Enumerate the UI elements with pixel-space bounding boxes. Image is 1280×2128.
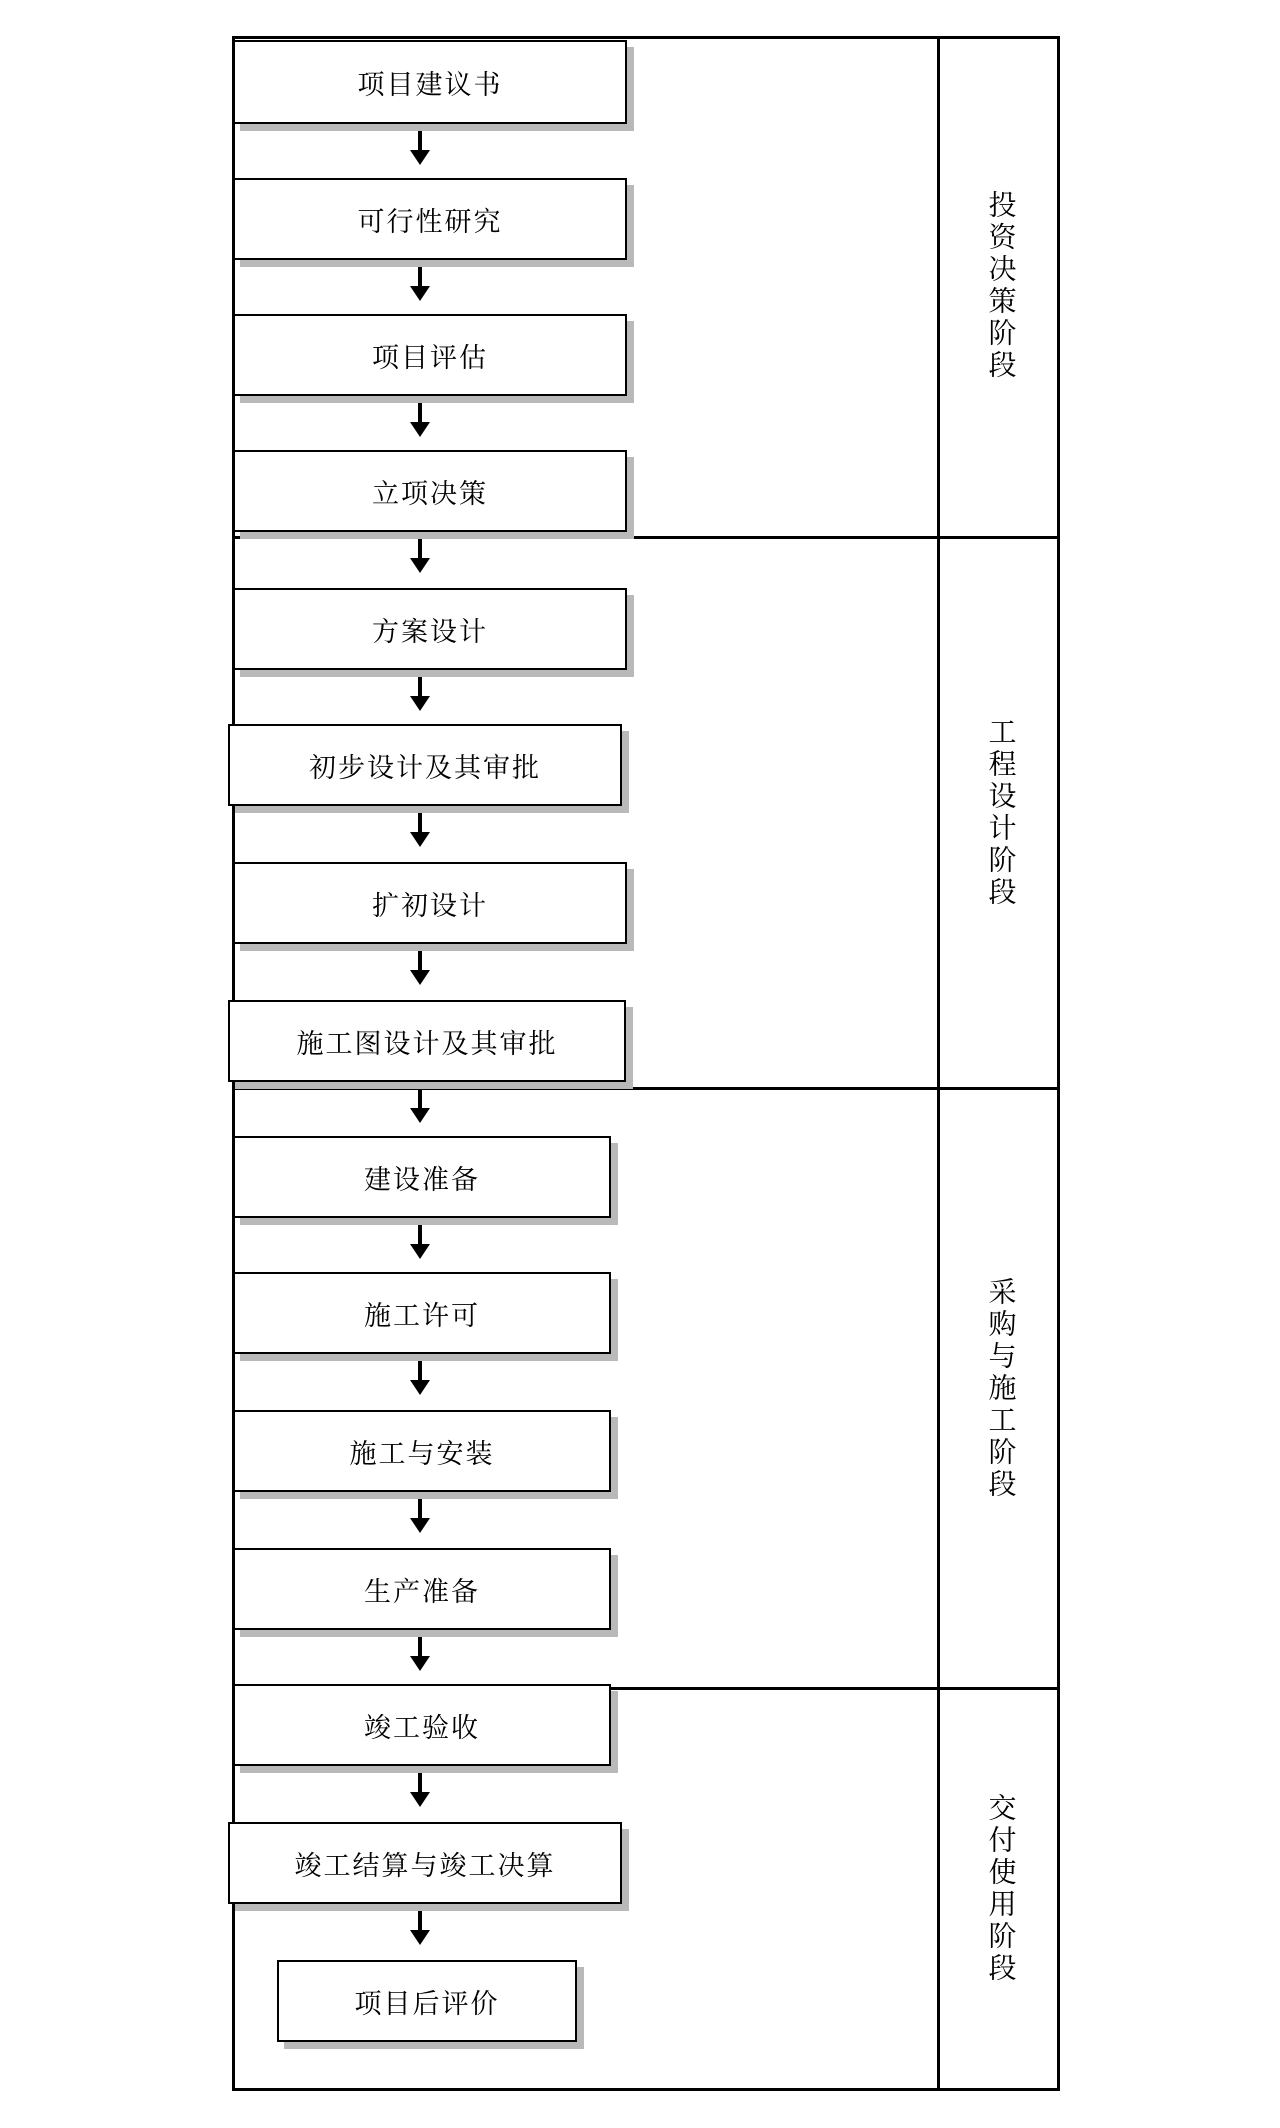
- stage-separator-1: [232, 536, 1060, 539]
- connector-arrow-6: [418, 806, 422, 834]
- stage-cell-delivery-use: [940, 1690, 1060, 2088]
- process-node-label: 项目评估: [372, 342, 488, 373]
- connector-arrow-4: [418, 532, 422, 560]
- connector-arrow-1: [418, 124, 422, 152]
- connector-arrow-14: [418, 1904, 422, 1932]
- connector-arrow-5: [418, 670, 422, 698]
- process-node-7[interactable]: [233, 862, 627, 944]
- frame-bottom-line: [232, 2088, 1060, 2091]
- process-node-1[interactable]: [233, 40, 627, 124]
- connector-arrow-2: [418, 260, 422, 288]
- stage-separator-2: [232, 1087, 1060, 1090]
- connector-arrow-3: [418, 396, 422, 424]
- connector-arrow-12: [418, 1630, 422, 1658]
- process-node-4[interactable]: [233, 450, 627, 532]
- process-node-3[interactable]: [233, 314, 627, 396]
- frame-top-line: [232, 36, 1060, 39]
- process-node-2[interactable]: [233, 178, 627, 260]
- stage-cell-procurement-construction: [940, 1090, 1060, 1687]
- process-node-label: 可行性研究: [357, 206, 503, 237]
- stage-label: 工程设计阶段: [984, 717, 1016, 909]
- process-node-11[interactable]: [233, 1410, 611, 1492]
- process-node-label: 竣工验收: [364, 1712, 480, 1743]
- process-node-label: 项目建议书: [357, 69, 503, 100]
- connector-arrow-8: [418, 1082, 422, 1110]
- process-node-label: 生产准备: [364, 1576, 480, 1607]
- process-node-label: 方案设计: [372, 616, 488, 647]
- stage-label: 采购与施工阶段: [984, 1276, 1016, 1501]
- process-node-5[interactable]: [233, 588, 627, 670]
- process-node-label: 初步设计及其审批: [309, 752, 541, 783]
- process-node-label: 施工与安装: [349, 1438, 495, 1469]
- process-node-label: 施工许可: [364, 1300, 480, 1331]
- stage-label: 交付使用阶段: [984, 1793, 1016, 1985]
- process-node-label: 建设准备: [364, 1164, 480, 1195]
- stage-cell-engineering-design: [940, 539, 1060, 1087]
- stage-label: 投资决策阶段: [984, 190, 1016, 382]
- connector-arrow-10: [418, 1354, 422, 1382]
- process-node-12[interactable]: [233, 1548, 611, 1630]
- process-node-14[interactable]: [228, 1822, 622, 1904]
- connector-arrow-7: [418, 944, 422, 972]
- process-node-13[interactable]: [233, 1684, 611, 1766]
- process-node-label: 扩初设计: [372, 890, 488, 921]
- process-node-6[interactable]: [228, 724, 622, 806]
- process-node-10[interactable]: [233, 1272, 611, 1354]
- process-node-label: 施工图设计及其审批: [296, 1028, 558, 1059]
- connector-arrow-13: [418, 1766, 422, 1794]
- process-node-label: 竣工结算与竣工决算: [294, 1850, 556, 1881]
- process-node-8[interactable]: [228, 1000, 626, 1082]
- connector-arrow-11: [418, 1492, 422, 1520]
- process-node-15[interactable]: [277, 1960, 577, 2042]
- process-node-label: 项目后评价: [354, 1988, 500, 2019]
- stage-cell-investment-decision: [940, 36, 1060, 536]
- process-node-label: 立项决策: [372, 478, 488, 509]
- process-node-9[interactable]: [233, 1136, 611, 1218]
- connector-arrow-9: [418, 1218, 422, 1246]
